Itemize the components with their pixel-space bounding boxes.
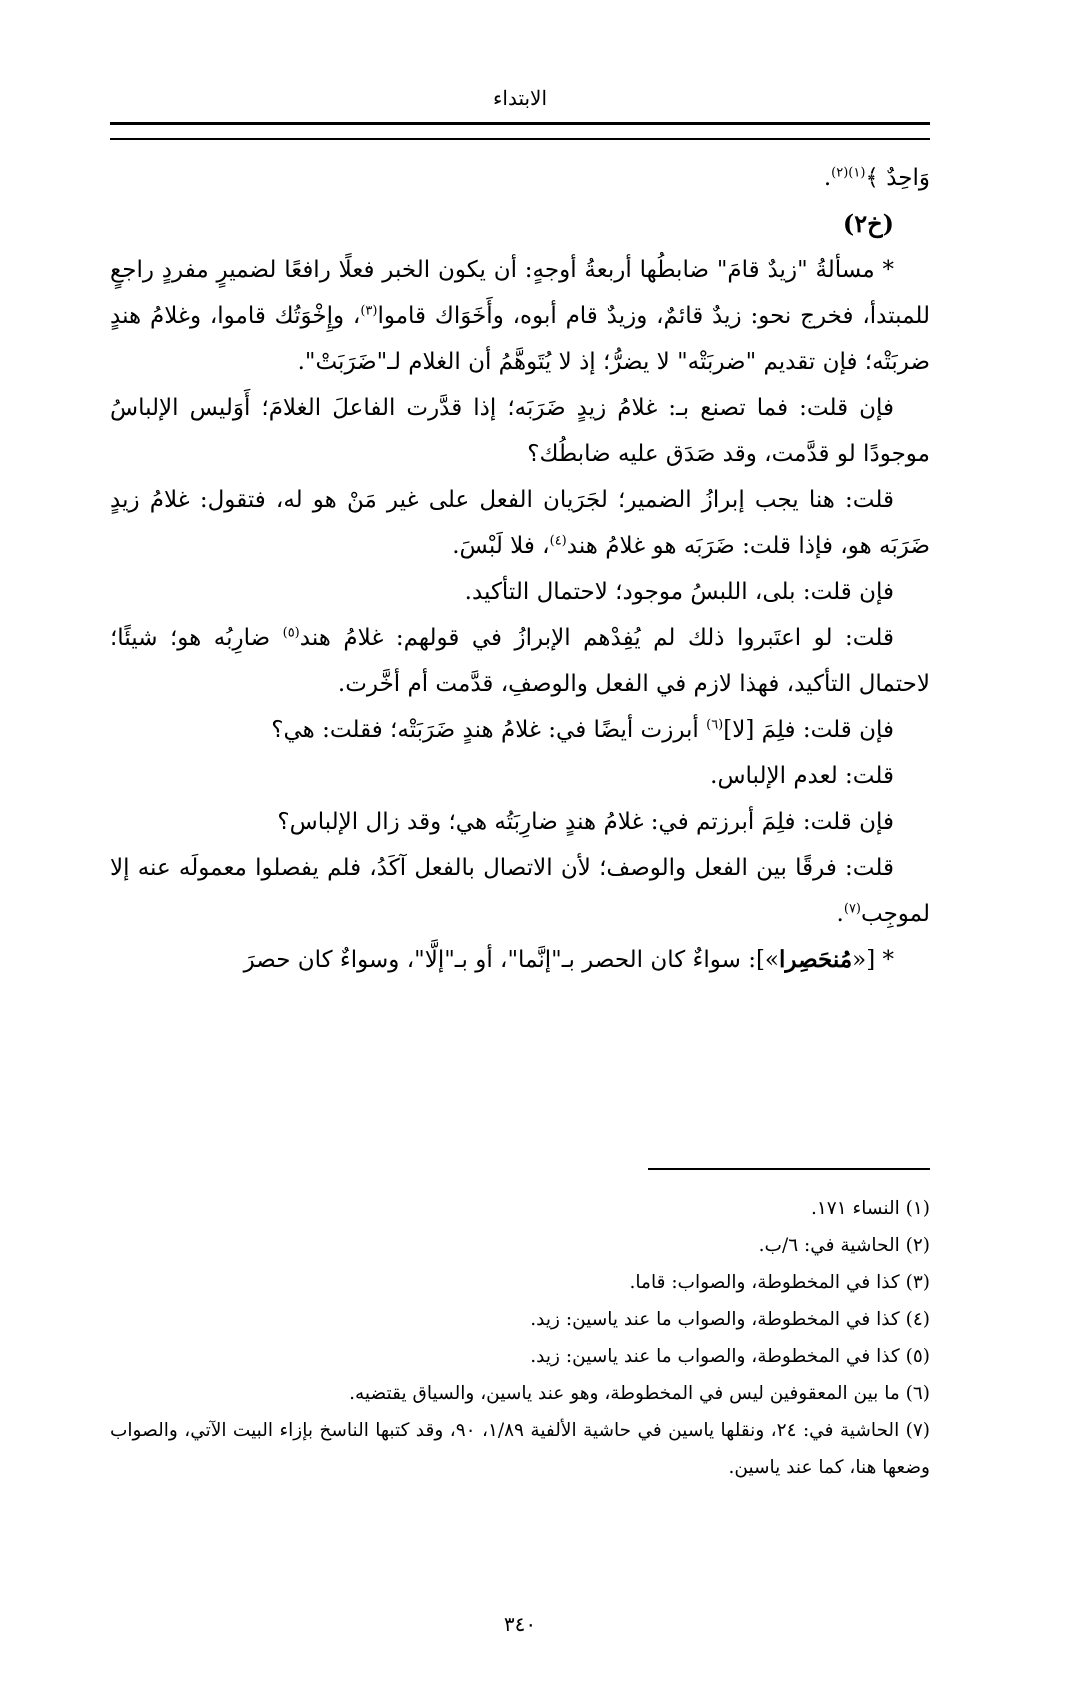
paragraph: قلت: هنا يجب إبرازُ الضمير؛ لجَرَيان الفعل على غير مَنْ هو له، فتقول: غلامُ زيدٍ ضَرَبَه هو، فإذا قلت: ضَرَبَه هو غلامُ هند$^{(٤)}$، فلا لَبْسَ. — [110, 487, 930, 559]
footnote-ref[interactable]: (٥) — [282, 625, 300, 641]
footnote: (١) النساء ١٧١. — [810, 1198, 930, 1219]
paragraph: * مسألةُ "زيدٌ قامَ" ضابطُها أربعةُ أوجهٍ: أن يكون الخبر فعلًا رافعًا لضميرٍ مفردٍ راجعٍ للمبتدأ، فخرج نحو: زيدٌ قائمٌ، وزيدٌ قام أبوه، وأَخَوَاك قاموا$^{(٣)}$، وإِخْوَتُك قاموا، وغلامُ هندٍ ضربَتْه؛ فإن تقديم "ضربَتْه" لا يضرُّ؛ إذ لا يُتَوهَّمُ أن الغلام لـ"ضَرَبَتْ". — [110, 257, 931, 375]
paragraph: فإن قلت: فما تصنع بـ: غلامُ زيدٍ ضَرَبَه؛ إذا قدَّرت الفاعلَ الغلامَ؛ أَوَليس الإلباسُ موجودًا لو قدَّمت، وقد صَدَق عليه ضابطُك؟ — [110, 395, 930, 467]
footnote-ref[interactable]: (٦) — [706, 717, 724, 733]
footnote-ref[interactable]: (١)(٢) — [831, 165, 866, 181]
paragraph: فإن قلت: بلى، اللبسُ موجود؛ لاحتمال التأكيد. — [464, 579, 894, 605]
footnote: (٣) كذا في المخطوطة، والصواب: قاما. — [629, 1272, 930, 1293]
paragraph: فإن قلت: فلِمَ أبرزتم في: غلامُ هندٍ ضارِبَتُه هي؛ وقد زال الإلباس؟ — [277, 809, 894, 835]
header-rule-thin — [110, 138, 930, 140]
footnote-ref[interactable]: (٧) — [843, 901, 861, 917]
paragraph: قلت: فرقًا بين الفعل والوصف؛ لأن الاتصال بالفعل آكَدُ، فلم يفصلوا معمولَه عنه إلا لموجِب$^{(٧)}$. — [110, 855, 930, 927]
footnote-ref[interactable]: (٣) — [360, 303, 378, 319]
page-number: ٣٤٠ — [503, 1612, 537, 1636]
footnote: (٥) كذا في المخطوطة، والصواب ما عند ياسين: زيد. — [530, 1346, 930, 1367]
footnote: (٤) كذا في المخطوطة، والصواب ما عند ياسين: زيد. — [530, 1309, 930, 1330]
section-marker: (خ٢) — [842, 209, 894, 238]
quoted-term: مُنحَصِرا — [779, 946, 853, 973]
footnote-ref[interactable]: (٤) — [549, 533, 567, 549]
footnotes — [110, 1190, 930, 1486]
footnote-separator — [648, 1168, 930, 1170]
footnote: (٧) الحاشية في: ٢٤، ونقلها ياسين في حاشية الألفية ١/٨٩، ٩٠، وقد كتبها الناسخ بإزاء البيت الآتي، والصواب وضعها هنا، كما عند ياسين. — [110, 1420, 930, 1478]
opening-line: وَاحِدٌ ﴾$^{(١)(٢)}$. — [823, 165, 930, 191]
footnote: (٢) الحاشية في: ٦/ب. — [758, 1235, 930, 1256]
paragraph: * [«مُنحَصِرا»]: سواءٌ كان الحصر بـ"إنَّما"، أو بـ"إلَّا"، وسواءٌ كان حصرَ — [243, 946, 894, 973]
paragraph: فإن قلت: فلِمَ [لا]$^{(٦)}$ أبرزت أيضًا في: غلامُ هندٍ ضَرَبَتْه؛ فقلت: هي؟ — [271, 717, 894, 743]
header-rule-thick — [110, 122, 930, 125]
running-head: الابتداء — [492, 86, 548, 110]
paragraph: قلت: لو اعتَبروا ذلك لم يُفِدْهم الإبرازُ في قولهم: غلامُ هند$^{(٥)}$ ضارِبُه هو؛ شيئًا؛ لاحتمال التأكيد، فهذا لازم في الفعل والوصفِ، قدَّمت أم أخَّرت. — [110, 625, 930, 697]
main-text — [110, 155, 930, 983]
footnote: (٦) ما بين المعقوفين ليس في المخطوطة، وهو عند ياسين، والسياق يقتضيه. — [349, 1383, 930, 1404]
paragraph: قلت: لعدم الإلباس. — [710, 763, 894, 789]
